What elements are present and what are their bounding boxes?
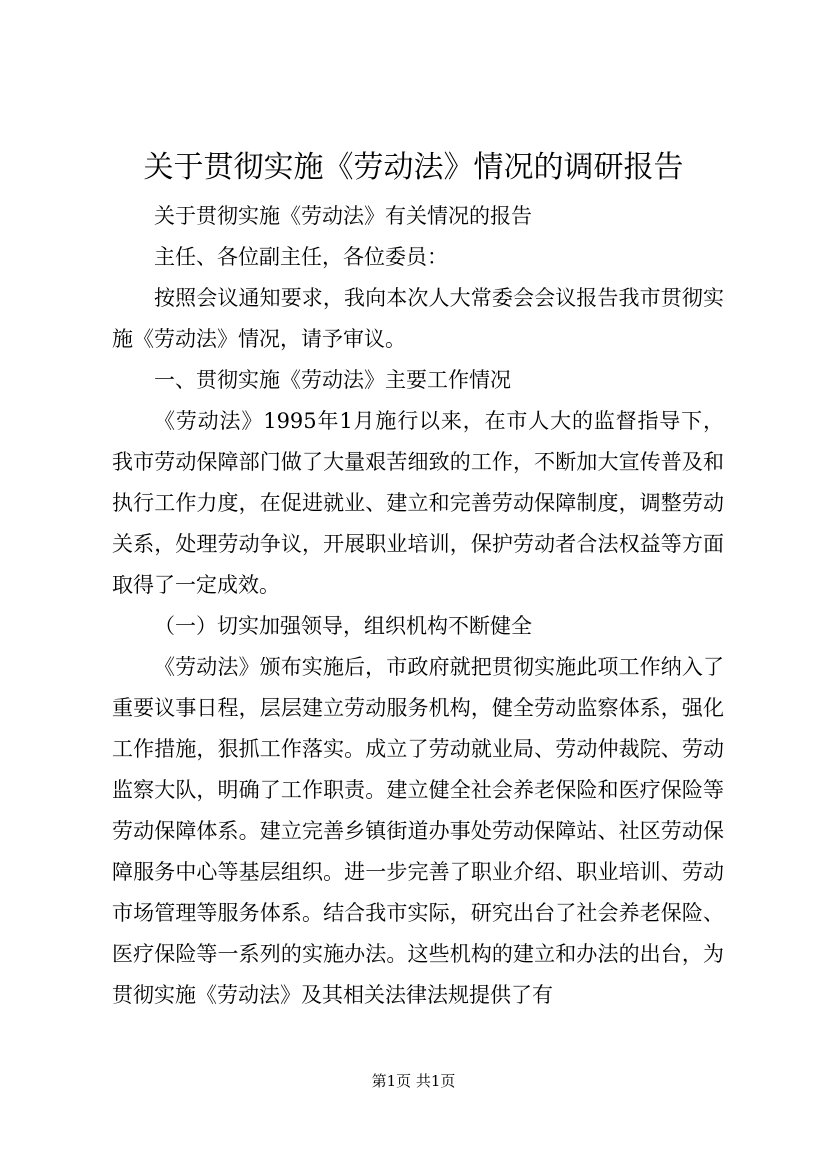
document-title: 关于贯彻实施《劳动法》情况的调研报告 xyxy=(143,150,684,185)
subsection-heading-1: （一）切实加强领导，组织机构不断健全 xyxy=(154,614,532,638)
page-number-footer: 第1页 共1页 xyxy=(371,1072,456,1090)
paragraph-overview: 《劳动法》1995年1月施行以来，在市人大的监督指导下，我市劳动保障部门做了大量艰苦细致的工作，不断加大宣传普及和执行工作力度，在促进就业、建立和完善劳动保障制度，调整劳动关系，处理劳动争议，开展职业培训，保护劳动者合法权益等方面取得了一定成效。 xyxy=(112,409,724,597)
paragraph-intro: 按照会议通知要求，我向本次人大常委会会议报告我市贯彻实施《劳动法》情况，请予审议。 xyxy=(112,286,724,351)
paragraph-report-heading: 关于贯彻实施《劳动法》有关情况的报告 xyxy=(154,204,532,228)
document-body xyxy=(112,196,724,1016)
paragraph-organization: 《劳动法》颁布实施后，市政府就把贯彻实施此项工作纳入了重要议事日程，层层建立劳动服务机构，健全劳动监察体系，强化工作措施，狠抓工作落实。成立了劳动就业局、劳动仲裁院、劳动监察大队，明确了工作职责。建立健全社会养老保险和医疗保险等劳动保障体系。建立完善乡镇街道办事处劳动保障站、社区劳动保障服务中心等基层组织。进一步完善了职业介绍、职业培训、劳动市场管理等服务体系。结合我市实际，研究出台了社会养老保险、医疗保险等一系列的实施办法。这些机构的建立和办法的出台，为贯彻实施《劳动法》及其相关法律法规提供了有 xyxy=(112,655,724,1007)
section-heading-1: 一、贯彻实施《劳动法》主要工作情况 xyxy=(154,368,511,392)
paragraph-salutation: 主任、各位副主任，各位委员： xyxy=(154,245,448,269)
